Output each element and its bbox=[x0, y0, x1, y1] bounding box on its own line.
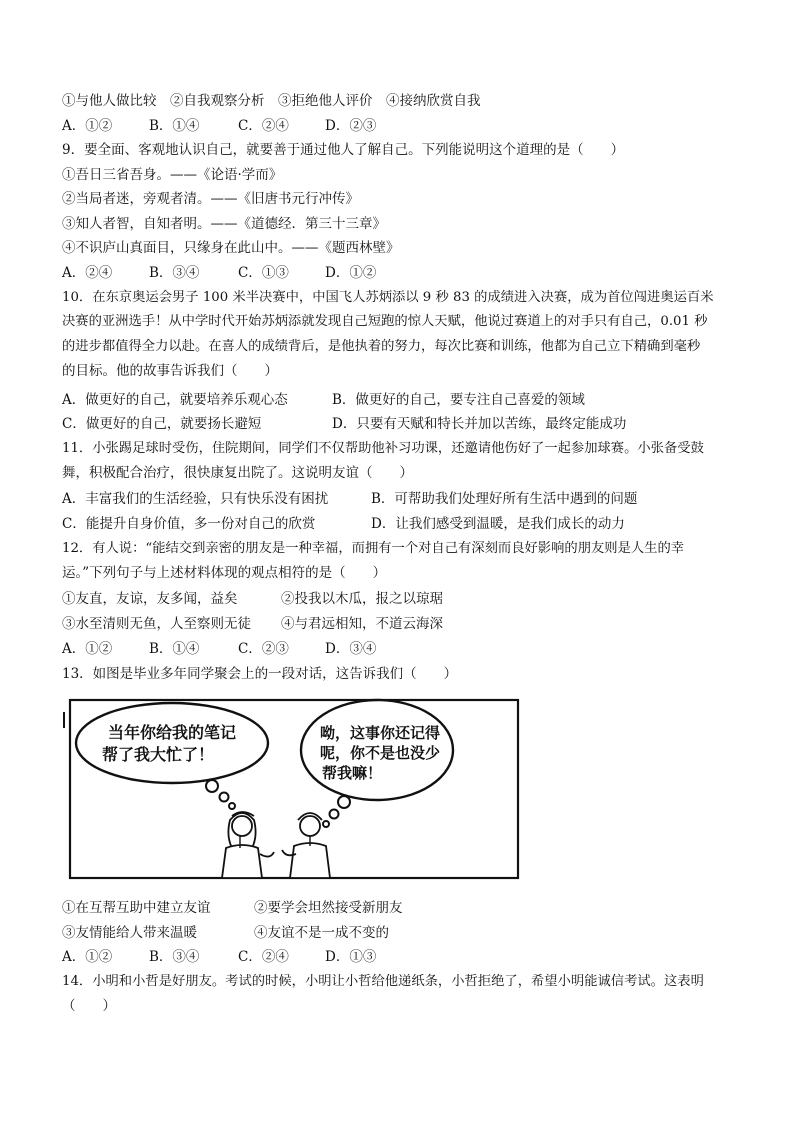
q9-options bbox=[62, 264, 376, 282]
q12-option-a: A．①② bbox=[62, 641, 113, 657]
q12-option-c: C．②③ bbox=[238, 641, 289, 657]
q8-option-d: D．②③ bbox=[325, 118, 377, 134]
q13-options bbox=[62, 948, 376, 966]
left-bubble-line-1: 当年你给我的笔记 bbox=[107, 723, 237, 742]
q8-items: ①与他人做比较 ②自我观察分析 ③拒绝他人评价 ④接纳欣赏自我 bbox=[62, 93, 481, 109]
q10-stem-4: 的目标。他的故事告诉我们（ ） bbox=[62, 363, 278, 379]
q11-stem-1: 11．小张踢足球时受伤，住院期间，同学们不仅帮助他补习功课，还邀请他伤好了一起参加球赛。小张备受鼓 bbox=[62, 441, 704, 456]
right-bubble-line-2: 呢，你不是也没少 bbox=[319, 744, 441, 762]
q13-item-1: ①在互帮互助中建立友谊 bbox=[62, 900, 211, 916]
q12-items-row-2 bbox=[62, 615, 443, 633]
q10-stem-3: 的进步都值得全力以赴。在喜人的成绩背后，是他执着的努力，每次比赛和训练，他都为自己立下精确到毫秒 bbox=[62, 339, 701, 354]
q13-option-c: C．②④ bbox=[238, 949, 289, 965]
q12-stem-2: 运。”下列句子与上述材料体现的观点相符的是（ ） bbox=[62, 565, 387, 581]
right-bubble-line-1: 呦，这事你还记得 bbox=[319, 724, 441, 742]
q9-option-c: C．①③ bbox=[238, 265, 289, 281]
q12-item-4: ④与君远相知，不道云海深 bbox=[281, 616, 443, 632]
q12-option-d: D．③④ bbox=[325, 641, 377, 657]
q9-item-2: ②当局者迷，旁观者清。——《旧唐书元行冲传》 bbox=[62, 191, 359, 207]
q11-option-d: D．让我们感受到温暖，是我们成长的动力 bbox=[371, 516, 625, 532]
q12-item-1: ①友直，友谅，友多闻，益矣 bbox=[62, 591, 238, 607]
q13-item-2: ②要学会坦然接受新朋友 bbox=[254, 900, 403, 916]
q13-cartoon bbox=[62, 698, 522, 882]
q13-items-row-1 bbox=[62, 899, 403, 917]
q10-option-a: A．做更好的自己，就要培养乐观心态 bbox=[62, 392, 288, 408]
q12-item-2: ②投我以木瓜，报之以琼琚 bbox=[281, 591, 443, 607]
q8-option-c: C．②④ bbox=[238, 118, 289, 134]
q10-options-row-2 bbox=[62, 415, 626, 433]
q13-item-4: ④友谊不是一成不变的 bbox=[254, 925, 389, 941]
q10-stem-2: 决赛的亚洲选手！从中学时代开始苏炳添就发现自己短跑的惊人天赋，他说过赛道上的对手只有自己，0.01 秒 bbox=[62, 314, 708, 329]
q10-option-d: D．只要有天赋和特长并加以苦练，最终定能成功 bbox=[332, 416, 627, 432]
q9-item-3: ③知人者智，自知者明。——《道德经．第三十三章》 bbox=[62, 216, 386, 232]
q13-option-b: B．③④ bbox=[149, 949, 200, 965]
q11-option-c: C．能提升自身价值，多一份对自己的欣赏 bbox=[62, 516, 316, 532]
q11-stem-2: 舞，积极配合治疗，很快康复出院了。这说明友谊（ ） bbox=[62, 465, 413, 481]
q12-stem-1: 12．有人说：“能结交到亲密的朋友是一种幸福，而拥有一个对自己有深刻而良好影响的朋友则是人生的幸 bbox=[62, 541, 685, 556]
q13-item-3: ③友情能给人带来温暖 bbox=[62, 925, 197, 941]
q9-stem: 9．要全面、客观地认识自己，就要善于通过他人了解自己。下列能说明这个道理的是（ ） bbox=[62, 142, 625, 158]
q12-options bbox=[62, 640, 376, 658]
q10-stem-1: 10．在东京奥运会男子 100 米半决赛中，中国飞人苏炳添以 9 秒 83 的成绩进入决赛，成为首位闯进奥运百米 bbox=[62, 290, 714, 305]
right-bubble-line-3: 帮我嘛！ bbox=[321, 764, 383, 782]
left-speech-bubble bbox=[76, 703, 268, 783]
left-bubble-line-2: 帮了我大忙了！ bbox=[101, 745, 215, 764]
q11-option-a: A．丰富我们的生活经验，只有快乐没有困扰 bbox=[62, 491, 329, 507]
q9-option-b: B．③④ bbox=[149, 265, 200, 281]
q8-option-a: A．①② bbox=[62, 118, 113, 134]
q10-option-c: C．做更好的自己，就要扬长避短 bbox=[62, 416, 262, 432]
q14-stem-2: （ ） bbox=[62, 998, 116, 1014]
q9-option-d: D．①② bbox=[325, 265, 377, 281]
q9-item-4: ④不识庐山真面目，只缘身在此山中。——《题西林壁》 bbox=[62, 240, 400, 256]
q9-item-1: ①吾日三省吾身。——《论语·学而》 bbox=[62, 167, 283, 183]
q12-items-row-1 bbox=[62, 590, 443, 608]
q10-option-b: B．做更好的自己，要专注自己喜爱的领域 bbox=[332, 392, 585, 408]
q14-stem-1: 14．小明和小哲是好朋友。考试的时候，小明让小哲给他递纸条，小哲拒绝了，希望小明能诚信考试。这表明 bbox=[62, 974, 704, 989]
q8-options bbox=[62, 117, 376, 135]
q13-stem: 13．如图是毕业多年同学聚会上的一段对话，这告诉我们（ ） bbox=[62, 666, 458, 682]
q8-option-b: B．①④ bbox=[149, 118, 200, 134]
q13-items-row-2 bbox=[62, 924, 389, 942]
q13-option-a: A．①② bbox=[62, 949, 113, 965]
q13-option-d: D．①③ bbox=[325, 949, 377, 965]
q10-options-row-1 bbox=[62, 391, 585, 409]
q9-option-a: A．②④ bbox=[62, 265, 113, 281]
q12-item-3: ③水至清则无鱼，人至察则无徒 bbox=[62, 616, 251, 632]
q12-option-b: B．①④ bbox=[149, 641, 200, 657]
q11-options-row-2 bbox=[62, 515, 625, 533]
q11-options-row-1 bbox=[62, 490, 637, 508]
q11-option-b: B．可帮助我们处理好所有生活中遇到的问题 bbox=[371, 491, 638, 507]
